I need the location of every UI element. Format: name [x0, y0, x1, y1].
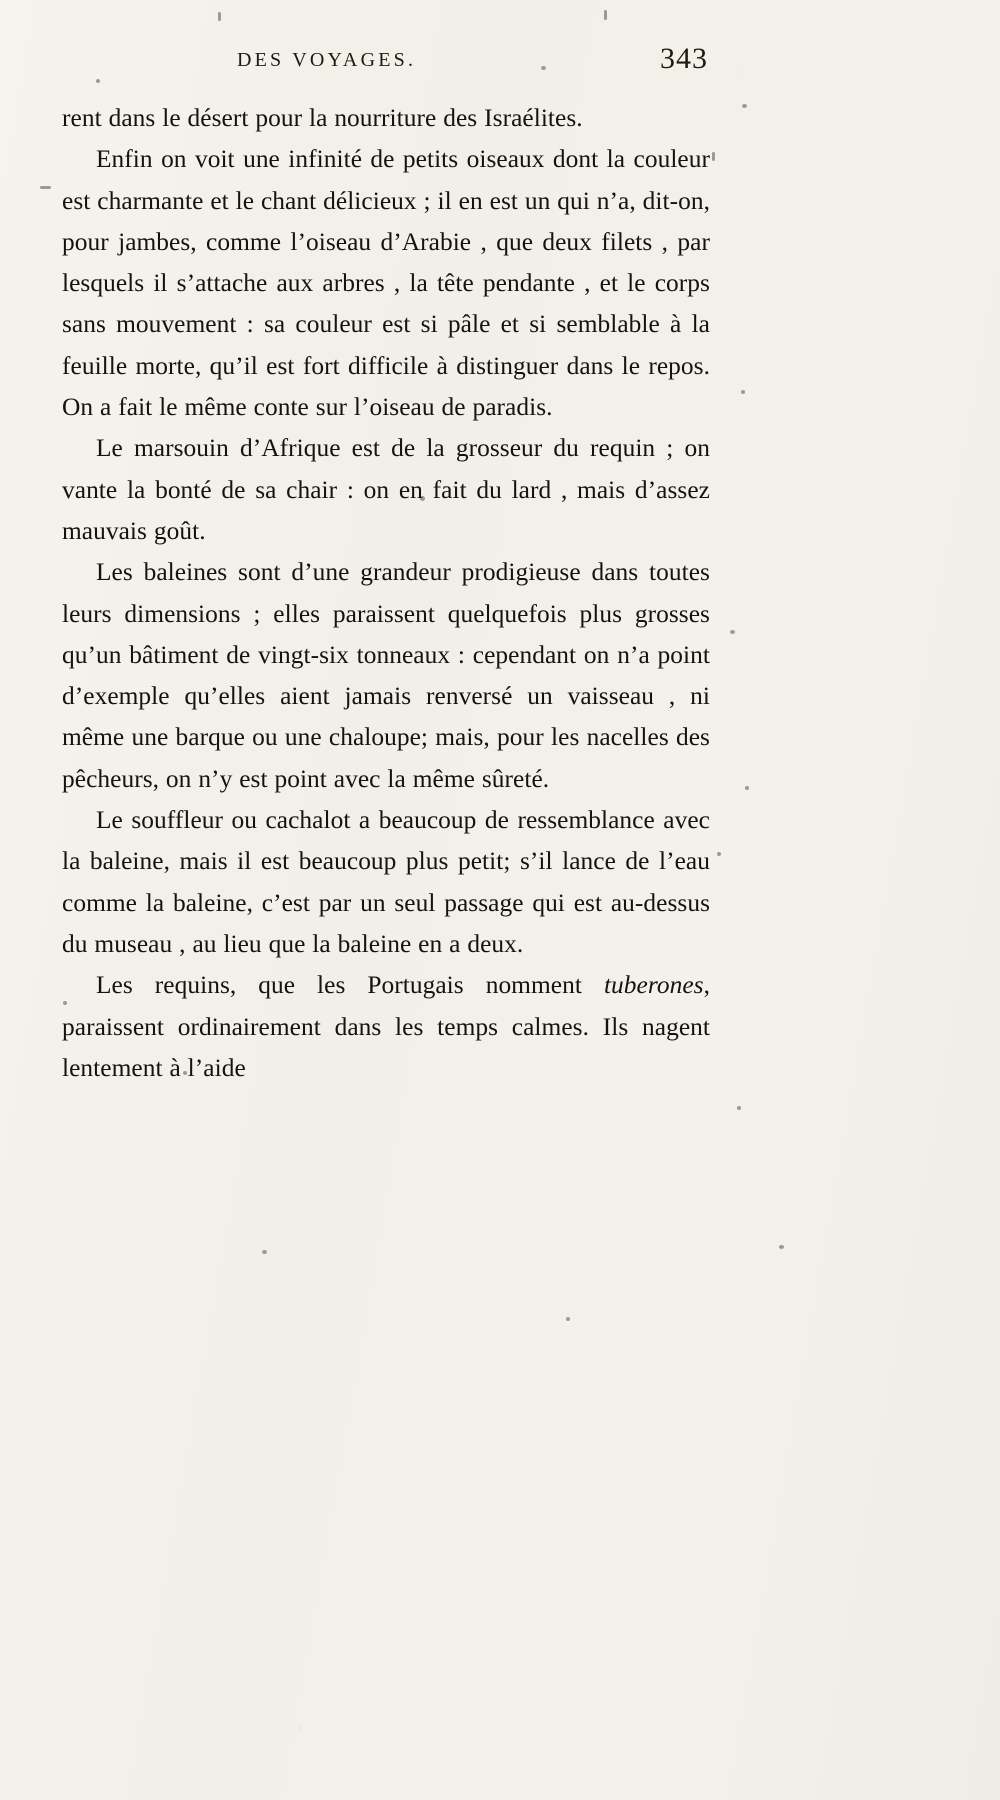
body-text [62, 98, 710, 1089]
page-content [62, 40, 710, 1089]
ink-fleck [730, 630, 735, 634]
ink-fleck [218, 12, 221, 21]
paragraph: Le souffleur ou cachalot a beaucoup de ressemblance avec la baleine, mais il est beaucoup plus petit; s’il lance de l’eau comme la baleine, c’est par un seul passage qui est au-dessus du museau , au lieu que la baleine en a deux. [62, 806, 710, 958]
paragraph-prefix: Les requins, que les Portugais nomment [96, 971, 604, 1000]
ink-fleck [262, 1250, 267, 1254]
running-head: DES VOYAGES. [237, 49, 417, 71]
page-header [62, 40, 710, 86]
ink-fleck [717, 852, 721, 856]
ink-fleck [604, 10, 607, 20]
paragraph: Le marsouin d’Afrique est de la grosseur du requin ; on vante la bonté de sa chair : on en fait du lard , mais d’assez mauvais goût. [62, 434, 710, 545]
italic-term: tuberones [603, 971, 704, 1000]
ink-fleck [741, 390, 745, 394]
ink-fleck [737, 1106, 741, 1110]
ink-fleck [566, 1317, 570, 1321]
page-number: 343 [660, 42, 708, 75]
paragraph: rent dans le désert pour la nourriture des Israélites. [62, 104, 583, 132]
paragraph-with-italic [62, 965, 710, 1089]
ink-fleck [742, 104, 747, 108]
ink-fleck [745, 786, 749, 790]
ink-fleck [712, 152, 715, 161]
paragraph: Les baleines sont d’une grandeur prodigieuse dans toutes leurs dimensions ; elles paraissent quelquefois plus grosses qu’un bâtiment de vingt-six tonneaux : cependant on n’a point d’exemple qu’elles aient jamais renversé un vaisseau , ni même une barque ou une chaloupe; mais, pour les nacelles des pêcheurs, on n’y est point avec la même sûreté. [62, 558, 710, 793]
ink-fleck [40, 186, 51, 189]
ink-fleck [779, 1245, 784, 1249]
paragraph-suffix: , paraissent ordinairement dans les temps calmes. Ils nagent lentement à l’aide [62, 971, 710, 1082]
paragraph: Enfin on voit une infinité de petits oiseaux dont la couleur est charmante et le chant délicieux ; il en est un qui n’a, dit-on, pour jambes, comme l’oiseau d’Arabie , que deux filets , par lesquels il s’attache aux arbres , la tête pendante , et le corps sans mouvement : sa couleur est si pâle et si semblable à la feuille morte, qu’il est fort difficile à distinguer dans le repos. On a fait le même conte sur l’oiseau de paradis. [62, 145, 710, 422]
